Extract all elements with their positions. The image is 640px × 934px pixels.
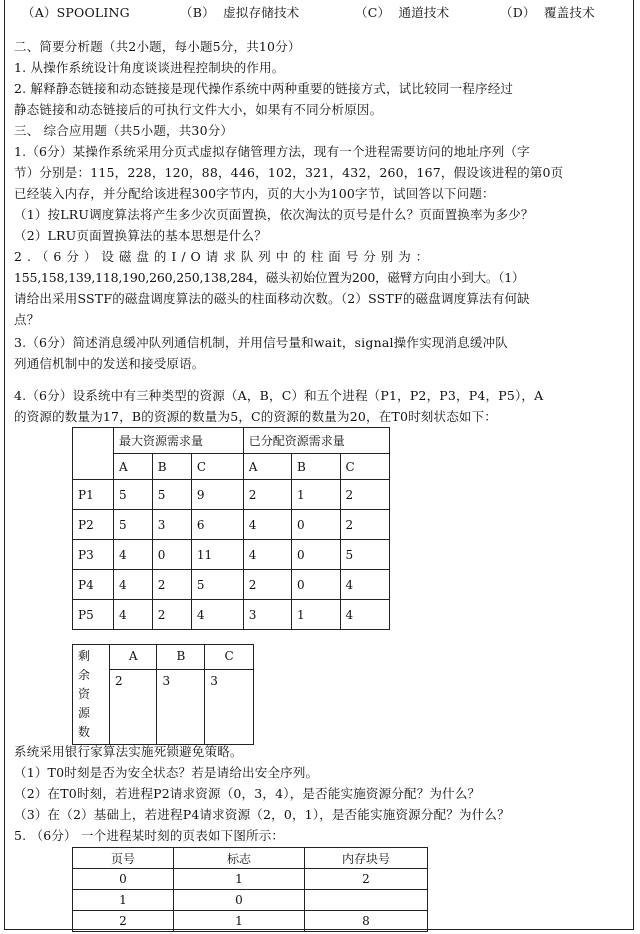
table-row — [73, 480, 390, 510]
s3-q1-line5: （2）LRU页面置换算法的基本思想是什么？ — [14, 228, 267, 243]
cell: 5 — [152, 480, 191, 510]
col-c-alloc: C — [340, 454, 390, 480]
s3-q2-line2: 155,158,139,118,190,260,250,138,284，磁头初始位置为200，磁臂方向由小到大。（1） — [14, 270, 525, 285]
s3-q4-line2: 的资源的数量为17，B的资源的数量为5，C的资源的数量为20，在T0时刻状态如下： — [14, 409, 498, 424]
process-name: P5 — [73, 600, 114, 630]
option-b: （B） 虚拟存储技术 — [180, 5, 300, 20]
choice-options — [0, 4, 640, 22]
cell: 2 — [152, 600, 191, 630]
s2-question-1: 1. 从操作系统设计角度谈谈进程控制块的作用。 — [14, 60, 285, 75]
cell: 2 — [243, 480, 291, 510]
cell: 5 — [191, 570, 243, 600]
cell: 2 — [152, 570, 191, 600]
s3-q1-line3: 已经装入内存，并分配给该进程300字节内，页的大小为100字节，试回答以下问题： — [14, 186, 495, 201]
remaining-resources-table — [72, 644, 254, 745]
cell: 3 — [243, 600, 291, 630]
cell: 3 — [157, 670, 205, 745]
process-name: P3 — [73, 540, 114, 570]
cell: 0 — [291, 570, 340, 600]
header-block-no: 内存块号 — [305, 848, 428, 869]
page-table-header — [73, 848, 428, 869]
cell: 4 — [191, 600, 243, 630]
remaining-header-row — [73, 645, 254, 670]
cell: 2 — [305, 869, 428, 890]
cell: 4 — [114, 570, 153, 600]
cell: 1 — [291, 600, 340, 630]
col-b: B — [157, 645, 205, 670]
banker-intro: 系统采用银行家算法实施死锁避免策略。 — [14, 744, 243, 759]
q5-intro: 5. （6分） 一个进程某时刻的页表如下图所示： — [14, 828, 285, 843]
remaining-label — [73, 645, 110, 745]
label-char: 源 — [78, 706, 91, 720]
header-blank — [73, 428, 114, 480]
cell: 4 — [340, 600, 390, 630]
cell: 4 — [340, 570, 390, 600]
process-name: P2 — [73, 510, 114, 540]
header-page-no: 页号 — [73, 848, 174, 869]
section3-title: 三、 综合应用题（共5小题，共30分） — [14, 123, 234, 138]
table-row — [73, 600, 390, 630]
table-row — [73, 911, 428, 932]
col-a-max: A — [114, 454, 153, 480]
process-name: P1 — [73, 480, 114, 510]
s2-question-2-line1: 2. 解释静态链接和动态链接是现代操作系统中两种重要的链接方式，试比较同一程序经过 — [14, 81, 514, 96]
page-table — [72, 847, 428, 932]
cell: 2 — [243, 570, 291, 600]
header-flag: 标志 — [174, 848, 305, 869]
cell: 8 — [305, 911, 428, 932]
cell — [305, 890, 428, 911]
cell: 4 — [243, 540, 291, 570]
s2-question-2-line2: 静态链接和动态链接后的可执行文件大小，如果有不同分析原因。 — [14, 102, 383, 117]
col-c: C — [205, 645, 254, 670]
cell: 4 — [114, 540, 153, 570]
cell: 3 — [152, 510, 191, 540]
s3-q1-line2: 节）分别是：115，228，120，88，446，102，321，432，260，167，假设该进程的第0页 — [14, 165, 564, 180]
col-b-max: B — [152, 454, 191, 480]
allocated-header: 已分配资源需求量 — [243, 428, 389, 454]
s3-q4-line1: 4.（6分）设系统中有三种类型的资源（A，B，C）和五个进程（P1，P2，P3，P4，P5），A — [14, 388, 544, 403]
option-a: （A）SPOOLING — [22, 5, 130, 20]
table-row — [73, 890, 428, 911]
col-a: A — [110, 645, 157, 670]
cell: 0 — [174, 890, 305, 911]
cell: 4 — [243, 510, 291, 540]
cell: 1 — [73, 890, 174, 911]
label-char: 资 — [78, 687, 91, 701]
s3-q2-line3: 请给出采用SSTF的磁盘调度算法的磁头的柱面移动次数。（2）SSTF的磁盘调度算法有何缺 — [14, 291, 530, 306]
process-name: P4 — [73, 570, 114, 600]
cell: 5 — [340, 540, 390, 570]
cell: 0 — [152, 540, 191, 570]
cell: 11 — [191, 540, 243, 570]
cell: 5 — [114, 510, 153, 540]
table-header-row — [73, 428, 390, 454]
cell: 0 — [73, 869, 174, 890]
cell: 1 — [174, 911, 305, 932]
col-c-max: C — [191, 454, 243, 480]
cell: 1 — [291, 480, 340, 510]
col-b-alloc: B — [291, 454, 340, 480]
cell: 6 — [191, 510, 243, 540]
option-d: （D） 覆盖技术 — [500, 5, 595, 20]
q4-sub-3: （3）在（2）基础上，若进程P4请求资源（2，0，1），是否能实施资源分配？为什么？ — [14, 807, 510, 822]
cell: 2 — [110, 670, 157, 745]
s3-q1-line1: 1.（6分）某操作系统采用分页式虚拟存储管理方法，现有一个进程需要访问的地址序列（字 — [14, 144, 530, 159]
s3-q3-line1: 3.（6分）简述消息缓冲队列通信机制，并用信号量和wait，signal操作实现消息缓冲队 — [14, 335, 508, 350]
table-row — [73, 510, 390, 540]
table-subheader-row — [73, 454, 390, 480]
table-row — [73, 570, 390, 600]
cell: 3 — [205, 670, 254, 745]
cell: 0 — [291, 510, 340, 540]
cell: 0 — [291, 540, 340, 570]
s3-q3-line2: 列通信机制中的发送和接受原语。 — [14, 356, 205, 371]
cell: 1 — [174, 869, 305, 890]
cell: 2 — [340, 480, 390, 510]
s3-q2-line4: 点？ — [14, 312, 40, 327]
cell: 2 — [340, 510, 390, 540]
label-char: 余 — [78, 668, 91, 682]
section2-title: 二、简要分析题（共2小题，每小题5分，共10分） — [14, 39, 301, 54]
label-char: 剩 — [78, 649, 91, 663]
q4-sub-2: （2）在T0时刻，若进程P2请求资源（0，3，4），是否能实施资源分配？为什么？ — [14, 786, 481, 801]
option-c: （C） 通道技术 — [355, 5, 450, 20]
cell: 2 — [73, 911, 174, 932]
cell: 9 — [191, 480, 243, 510]
s3-q1-line4: （1）按LRU调度算法将产生多少次页面置换，依次淘汰的页号是什么？页面置换率为多少？ — [14, 207, 534, 222]
col-a-alloc: A — [243, 454, 291, 480]
label-char: 数 — [78, 725, 91, 739]
s3-q2-line1: 2.（6分）设磁盘的I/O请求队列中的柱面号分别为： — [14, 249, 434, 264]
cell: 4 — [114, 600, 153, 630]
table-row — [73, 869, 428, 890]
resource-table — [72, 427, 390, 630]
max-need-header: 最大资源需求量 — [114, 428, 244, 454]
table-row — [73, 540, 390, 570]
q4-sub-1: （1）T0时刻是否为安全状态？若是请给出安全序列。 — [14, 765, 319, 780]
cell: 5 — [114, 480, 153, 510]
